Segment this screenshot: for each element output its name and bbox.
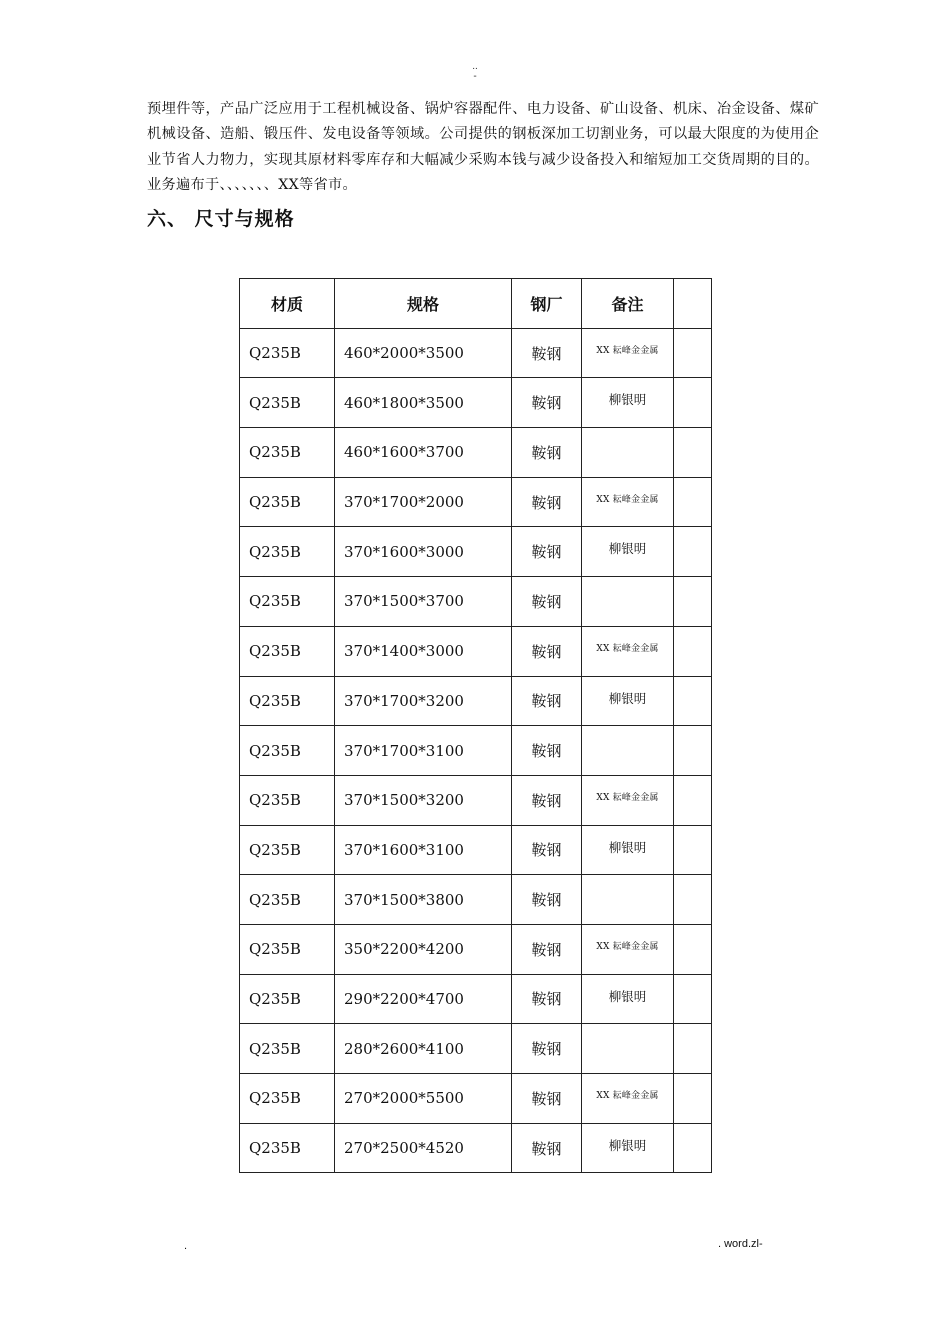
cell-mill: 鞍钢 — [512, 875, 582, 925]
cell-note — [582, 875, 674, 925]
cell-extra — [674, 626, 712, 676]
note-text: XX 耘峰金金属 — [596, 345, 659, 356]
table-row — [240, 924, 712, 974]
cell-spec: 350*2200*4200 — [335, 924, 512, 974]
cell-material: Q235B — [240, 527, 335, 577]
cell-extra — [674, 1074, 712, 1124]
cell-spec: 290*2200*4700 — [335, 974, 512, 1024]
note-text: XX 耘峰金金属 — [596, 941, 659, 952]
table-row — [240, 1024, 712, 1074]
table-row — [240, 626, 712, 676]
cell-extra — [674, 577, 712, 627]
table-row — [240, 1123, 712, 1173]
header-material: 材质 — [240, 279, 335, 329]
table-row — [240, 726, 712, 776]
intro-paragraph: 预埋件等，产品广泛应用于工程机械设备、锅炉容器配件、电力设备、矿山设备、机床、冶金设备、煤矿机械设备、造船、锻压件、发电设备等领域。公司提供的钢板深加工切割业务，可以最大限度的为使用企业节省人力物力，实现其原材料零库存和大幅减少采购本钱与减少设备投入和缩短加工交货周期的目的。业务遍布于、、、、、、、XX等省市。 — [147, 101, 819, 194]
note-text: 柳银明 — [608, 541, 647, 557]
cell-extra — [674, 676, 712, 726]
table-row — [240, 328, 712, 378]
note-text: XX 耘峰金金属 — [596, 494, 659, 505]
cell-mill: 鞍钢 — [512, 974, 582, 1024]
cell-note — [582, 1074, 674, 1124]
cell-extra — [674, 378, 712, 428]
header-note: 备注 — [582, 279, 674, 329]
cell-material: Q235B — [240, 378, 335, 428]
note-text: 柳银明 — [608, 988, 647, 1004]
cell-material: Q235B — [240, 577, 335, 627]
table-header-row — [240, 279, 712, 329]
cell-spec: 280*2600*4100 — [335, 1024, 512, 1074]
table-row — [240, 974, 712, 1024]
cell-extra — [674, 825, 712, 875]
cell-note — [582, 726, 674, 776]
cell-mill: 鞍钢 — [512, 626, 582, 676]
cell-spec: 460*1800*3500 — [335, 378, 512, 428]
table-row — [240, 477, 712, 527]
cell-note — [582, 577, 674, 627]
cell-note — [582, 477, 674, 527]
cell-extra — [674, 477, 712, 527]
cell-material: Q235B — [240, 1123, 335, 1173]
cell-extra — [674, 726, 712, 776]
cell-note — [582, 924, 674, 974]
cell-material: Q235B — [240, 328, 335, 378]
cell-spec: 370*1700*3100 — [335, 726, 512, 776]
header-extra — [674, 279, 712, 329]
cell-mill: 鞍钢 — [512, 527, 582, 577]
cell-mill: 鞍钢 — [512, 924, 582, 974]
cell-note — [582, 527, 674, 577]
cell-spec: 370*1400*3000 — [335, 626, 512, 676]
cell-material: Q235B — [240, 626, 335, 676]
cell-spec: 460*1600*3700 — [335, 428, 512, 478]
cell-spec: 370*1600*3000 — [335, 527, 512, 577]
cell-material: Q235B — [240, 726, 335, 776]
header-mark-bottom: - — [473, 71, 477, 82]
cell-material: Q235B — [240, 825, 335, 875]
cell-extra — [674, 924, 712, 974]
cell-material: Q235B — [240, 428, 335, 478]
cell-spec: 460*2000*3500 — [335, 328, 512, 378]
note-text: XX 耘峰金金属 — [596, 792, 659, 803]
cell-note — [582, 1123, 674, 1173]
cell-material: Q235B — [240, 676, 335, 726]
cell-note — [582, 775, 674, 825]
cell-note — [582, 676, 674, 726]
cell-note — [582, 825, 674, 875]
cell-material: Q235B — [240, 775, 335, 825]
table-row — [240, 825, 712, 875]
spec-table — [239, 278, 712, 1173]
cell-extra — [674, 1123, 712, 1173]
note-text: 柳银明 — [608, 839, 647, 855]
table-row — [240, 676, 712, 726]
cell-spec: 270*2500*4520 — [335, 1123, 512, 1173]
cell-mill: 鞍钢 — [512, 577, 582, 627]
note-text: 柳银明 — [608, 1137, 647, 1153]
cell-extra — [674, 1024, 712, 1074]
cell-extra — [674, 328, 712, 378]
footer-left: . — [184, 1240, 188, 1252]
cell-note — [582, 428, 674, 478]
note-text: 柳银明 — [608, 392, 647, 408]
page-header-mark — [0, 62, 950, 82]
cell-note — [582, 1024, 674, 1074]
table-row — [240, 875, 712, 925]
cell-mill: 鞍钢 — [512, 378, 582, 428]
cell-note — [582, 974, 674, 1024]
cell-material: Q235B — [240, 1074, 335, 1124]
table-row — [240, 1074, 712, 1124]
cell-material: Q235B — [240, 875, 335, 925]
note-text: XX 耘峰金金属 — [596, 643, 659, 654]
cell-spec: 370*1700*2000 — [335, 477, 512, 527]
cell-mill: 鞍钢 — [512, 328, 582, 378]
cell-mill: 鞍钢 — [512, 1123, 582, 1173]
section-heading: 六、 尺寸与规格 — [147, 208, 295, 230]
note-text: 柳银明 — [608, 690, 647, 706]
cell-spec: 370*1700*3200 — [335, 676, 512, 726]
cell-mill: 鞍钢 — [512, 825, 582, 875]
cell-note — [582, 626, 674, 676]
note-text: XX 耘峰金金属 — [596, 1091, 659, 1101]
cell-spec: 370*1500*3700 — [335, 577, 512, 627]
cell-note — [582, 328, 674, 378]
cell-mill: 鞍钢 — [512, 676, 582, 726]
table-row — [240, 527, 712, 577]
cell-extra — [674, 527, 712, 577]
cell-extra — [674, 428, 712, 478]
table-row — [240, 378, 712, 428]
footer-right: . word.zl- — [718, 1238, 763, 1250]
cell-extra — [674, 775, 712, 825]
cell-spec: 370*1600*3100 — [335, 825, 512, 875]
cell-mill: 鞍钢 — [512, 1024, 582, 1074]
cell-spec: 270*2000*5500 — [335, 1074, 512, 1124]
table-row — [240, 577, 712, 627]
spec-table-body — [240, 328, 712, 1173]
cell-mill: 鞍钢 — [512, 477, 582, 527]
cell-material: Q235B — [240, 477, 335, 527]
cell-material: Q235B — [240, 1024, 335, 1074]
cell-mill: 鞍钢 — [512, 726, 582, 776]
cell-extra — [674, 974, 712, 1024]
cell-mill: 鞍钢 — [512, 1074, 582, 1124]
table-row — [240, 775, 712, 825]
cell-material: Q235B — [240, 974, 335, 1024]
header-spec: 规格 — [335, 279, 512, 329]
cell-spec: 370*1500*3200 — [335, 775, 512, 825]
cell-mill: 鞍钢 — [512, 775, 582, 825]
header-mark-top: .. — [472, 61, 478, 72]
header-mill: 钢厂 — [512, 279, 582, 329]
cell-note — [582, 378, 674, 428]
cell-material: Q235B — [240, 924, 335, 974]
cell-spec: 370*1500*3800 — [335, 875, 512, 925]
table-row — [240, 428, 712, 478]
cell-mill: 鞍钢 — [512, 428, 582, 478]
cell-extra — [674, 875, 712, 925]
